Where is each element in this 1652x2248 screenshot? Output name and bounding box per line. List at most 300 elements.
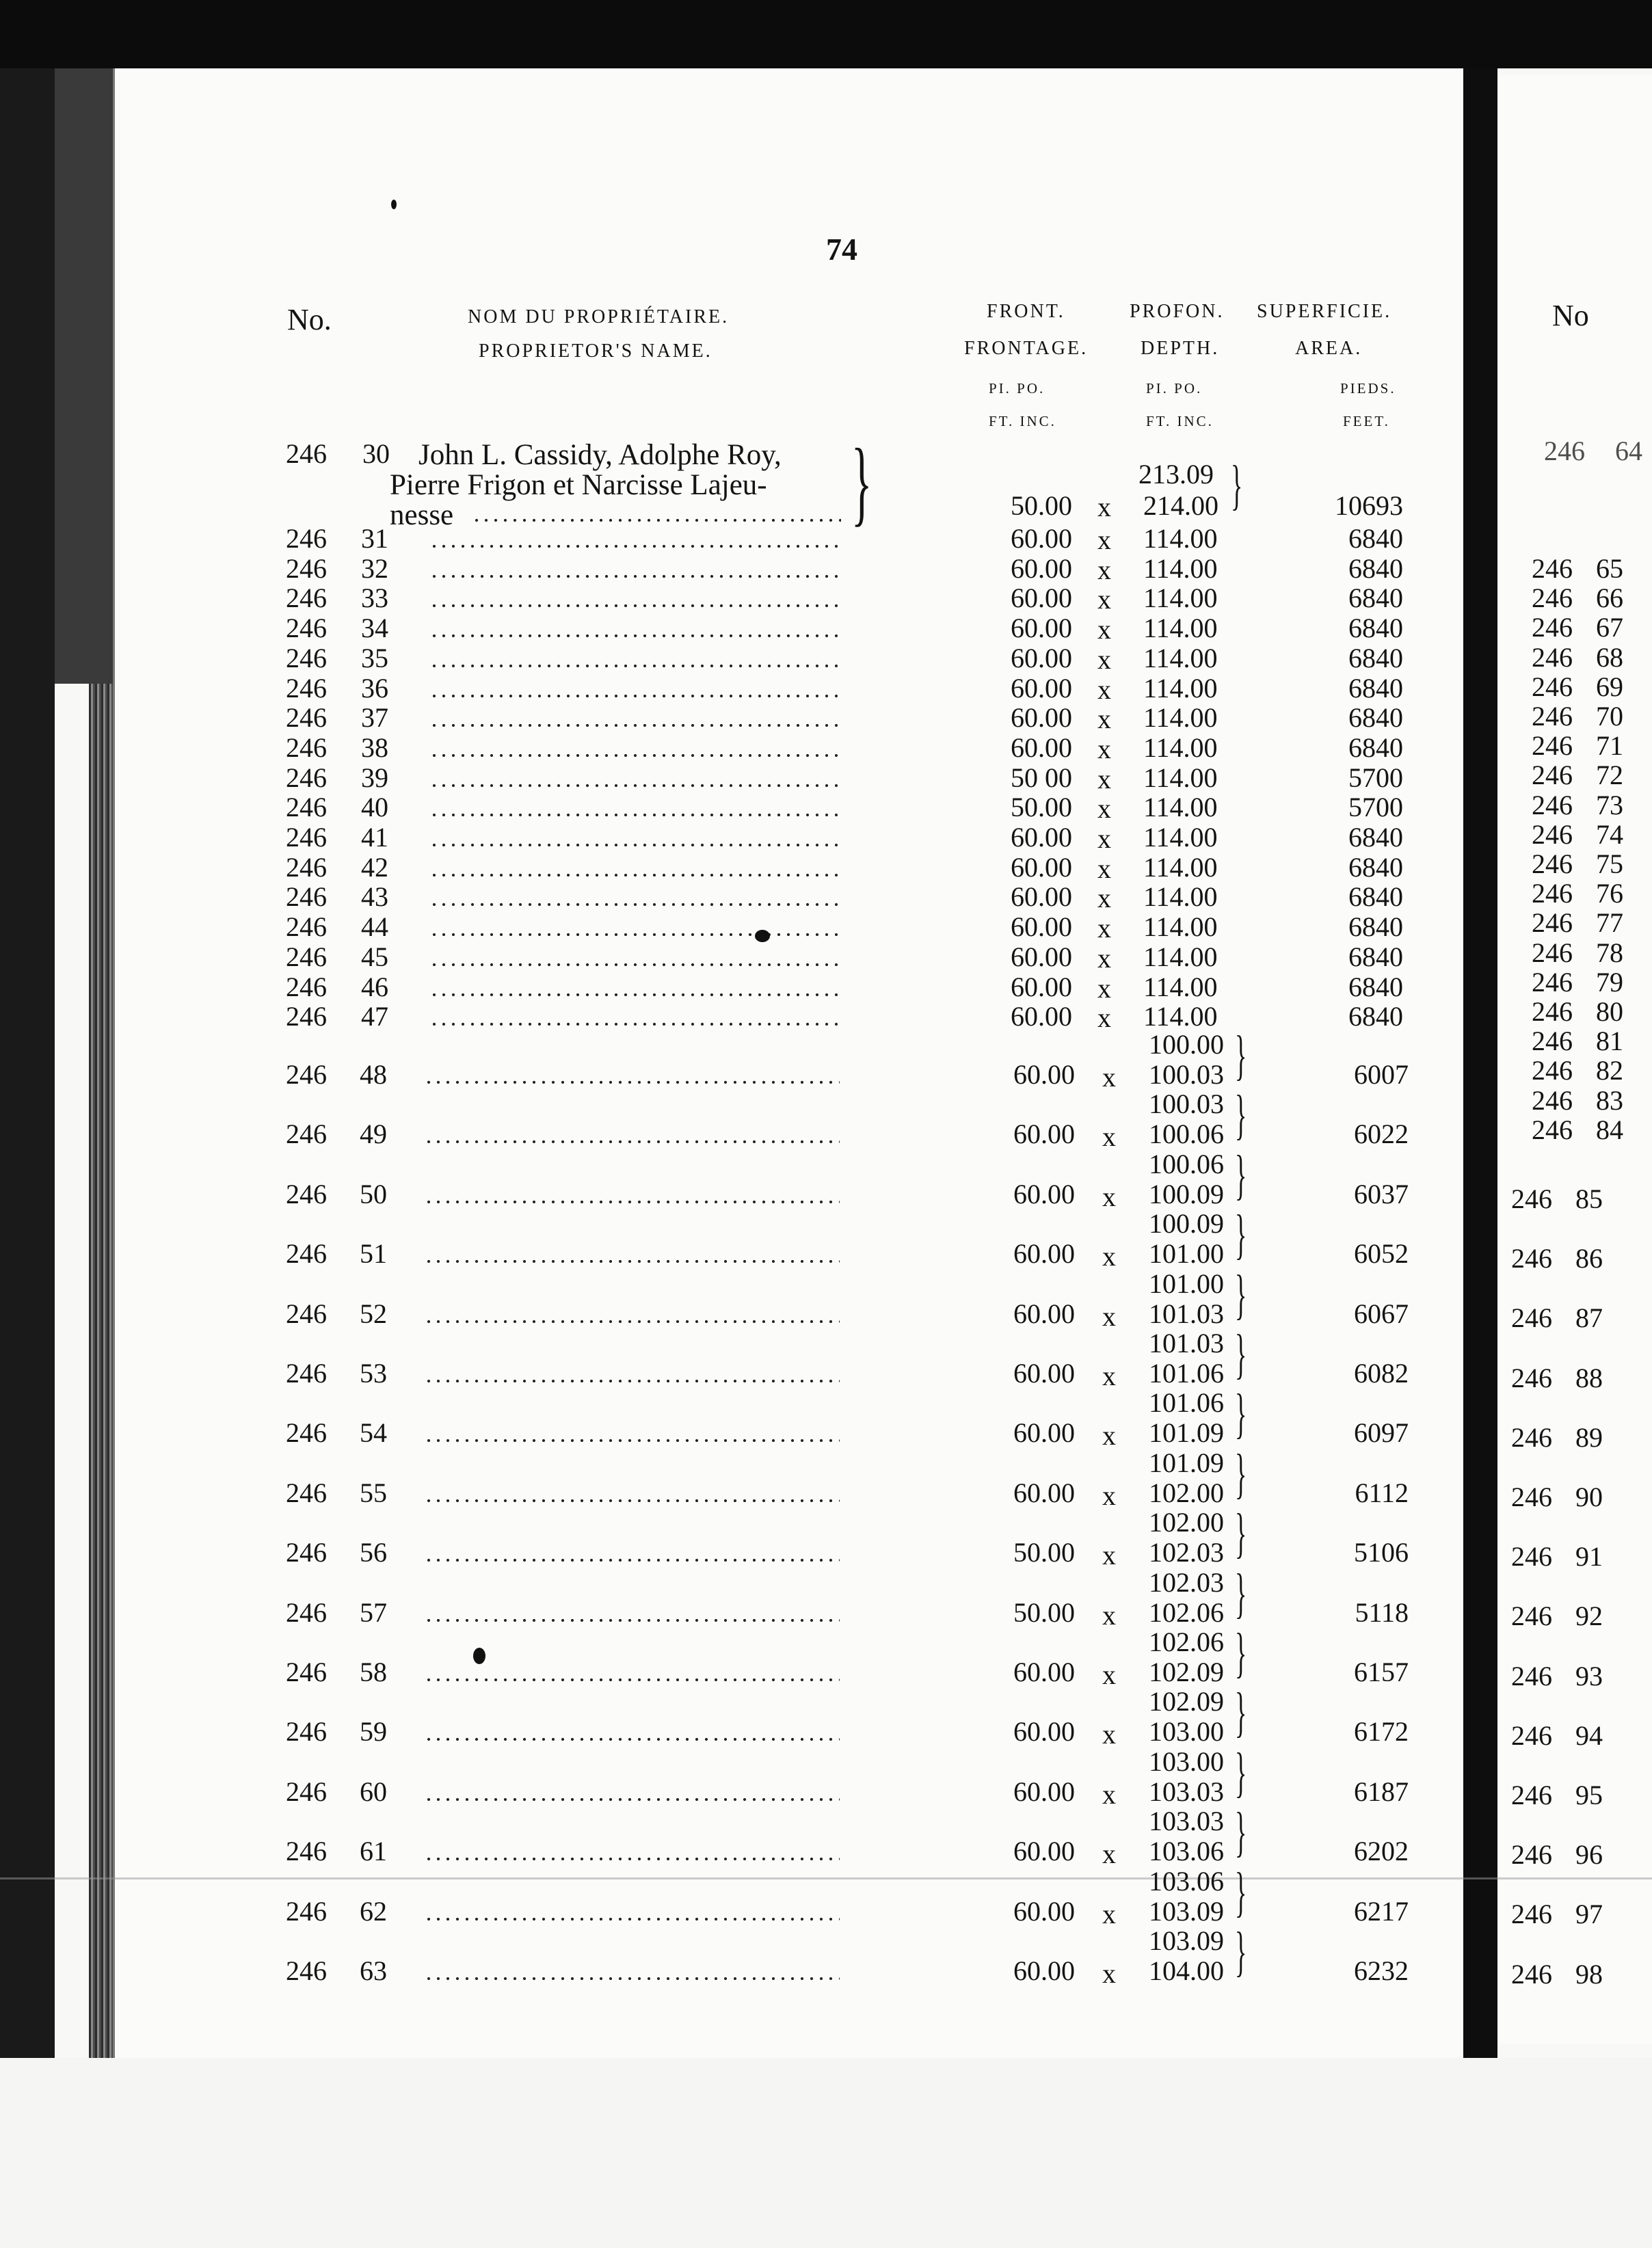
dot-leader — [424, 1618, 840, 1622]
row-depth: 104.00 — [1149, 1955, 1224, 1986]
dot-leader — [429, 723, 840, 727]
dot-leader — [429, 544, 840, 548]
row-depth-upper: 101.09 — [1149, 1447, 1224, 1478]
row-block: 246 — [286, 1417, 327, 1449]
next-row-block: 246 — [1511, 1541, 1552, 1573]
next-page-header-no: No — [1552, 299, 1589, 332]
row-lot: 45 — [361, 941, 388, 972]
row-area: 5700 — [1348, 792, 1403, 823]
next-row-lot: 81 — [1596, 1026, 1623, 1057]
row-lot: 52 — [360, 1298, 387, 1329]
next-row-lot: 67 — [1596, 612, 1623, 643]
row-lot: 38 — [361, 732, 388, 763]
row-depth: 114.00 — [1143, 911, 1218, 943]
entry-area: 10693 — [1335, 490, 1403, 521]
row-lot: 60 — [360, 1776, 387, 1807]
ink-speck — [755, 930, 770, 942]
dot-leader — [424, 1678, 840, 1682]
row-lot: 61 — [360, 1836, 387, 1867]
next-row-block: 246 — [1532, 641, 1573, 673]
next-row-lot: 82 — [1596, 1055, 1623, 1086]
depth-brace: } — [1235, 1026, 1247, 1086]
row-times: x — [1102, 1540, 1116, 1571]
row-front: 60.00 — [1011, 851, 1072, 883]
dot-leader — [429, 1022, 840, 1026]
next-row-block: 246 — [1532, 612, 1573, 643]
entry-name-line3: nesse — [390, 499, 454, 531]
row-area: 6022 — [1354, 1119, 1409, 1150]
next-row-block: 246 — [1532, 937, 1573, 968]
row-lot: 32 — [361, 552, 388, 584]
row-block: 246 — [286, 1955, 327, 1986]
row-front: 60.00 — [1011, 911, 1072, 943]
row-lot: 58 — [360, 1657, 387, 1687]
row-depth: 114.00 — [1143, 642, 1218, 673]
next-row-lot: 91 — [1575, 1541, 1603, 1573]
scan-border-top — [0, 0, 1652, 68]
row-depth: 103.06 — [1149, 1836, 1224, 1867]
book-gutter — [1463, 68, 1497, 2072]
row-front: 60.00 — [1011, 583, 1072, 614]
next-row-block: 246 — [1532, 966, 1573, 998]
row-times: x — [1097, 733, 1111, 764]
scan-artifact-line — [0, 1877, 1652, 1879]
entry-block: 246 — [286, 438, 327, 469]
row-depth: 114.00 — [1143, 672, 1218, 704]
row-block: 246 — [286, 1537, 327, 1568]
next-row-block: 246 — [1511, 1243, 1552, 1274]
row-block: 246 — [286, 762, 327, 793]
row-times: x — [1097, 942, 1111, 974]
row-front: 60.00 — [1013, 1358, 1075, 1389]
next-row-lot: 96 — [1575, 1839, 1603, 1871]
next-row-block: 246 — [1532, 701, 1573, 732]
row-area: 6037 — [1354, 1178, 1409, 1209]
depth-brace: } — [1235, 1145, 1247, 1205]
next-row-lot: 95 — [1575, 1780, 1603, 1810]
row-depth-upper: 100.00 — [1149, 1029, 1224, 1060]
row-lot: 41 — [361, 822, 388, 853]
dot-leader — [429, 664, 840, 668]
row-depth: 114.00 — [1143, 881, 1218, 913]
row-block: 246 — [286, 613, 327, 644]
next-row-lot: 78 — [1596, 937, 1623, 968]
row-front: 60.00 — [1011, 971, 1072, 1002]
row-area: 6840 — [1348, 941, 1403, 972]
next-row-block: 246 — [1532, 1084, 1573, 1116]
row-depth-upper: 103.09 — [1149, 1925, 1224, 1956]
row-front: 60.00 — [1013, 1657, 1075, 1687]
row-area: 6097 — [1354, 1417, 1409, 1449]
next-row-block: 246 — [1511, 1482, 1552, 1512]
dot-leader — [424, 1200, 840, 1204]
row-area: 6007 — [1354, 1059, 1409, 1090]
next-row-block: 246 — [1532, 671, 1573, 702]
row-lot: 34 — [361, 613, 388, 644]
page-number: 74 — [826, 232, 857, 267]
header-depth-fr: PROFON. — [1130, 301, 1225, 322]
row-block: 246 — [286, 642, 327, 673]
row-depth: 114.00 — [1143, 941, 1218, 972]
row-times: x — [1097, 614, 1111, 645]
row-times: x — [1102, 1898, 1116, 1929]
row-depth-upper: 102.09 — [1149, 1686, 1224, 1717]
dot-leader — [424, 1737, 840, 1741]
row-area: 6840 — [1348, 613, 1403, 644]
row-depth-upper: 103.03 — [1149, 1806, 1224, 1837]
row-front: 60.00 — [1011, 523, 1072, 554]
row-area: 6840 — [1348, 1001, 1403, 1032]
spine-edge — [55, 68, 114, 684]
row-depth: 103.03 — [1149, 1776, 1224, 1807]
row-area: 6840 — [1348, 822, 1403, 853]
next-row-lot: 90 — [1575, 1482, 1603, 1512]
row-block: 246 — [286, 971, 327, 1002]
row-area: 6840 — [1348, 523, 1403, 554]
next-row-lot: 98 — [1575, 1958, 1603, 1990]
row-times: x — [1102, 1300, 1116, 1332]
row-depth-upper: 100.09 — [1149, 1208, 1224, 1240]
row-area: 6217 — [1354, 1895, 1409, 1927]
next-row-lot: 92 — [1575, 1601, 1603, 1632]
next-row-block: 246 — [1532, 1055, 1573, 1086]
row-depth-upper: 100.06 — [1149, 1148, 1224, 1179]
row-lot: 40 — [361, 792, 388, 823]
ink-speck — [473, 1648, 485, 1664]
row-front: 60.00 — [1013, 1955, 1075, 1986]
scan-border-bottom — [0, 2058, 1652, 2248]
row-times: x — [1102, 1181, 1116, 1212]
next-row-block: 246 — [1532, 1026, 1573, 1057]
row-area: 6202 — [1354, 1836, 1409, 1867]
dot-leader — [429, 843, 840, 847]
row-lot: 49 — [360, 1119, 387, 1150]
header-no: No. — [287, 303, 332, 336]
row-times: x — [1097, 554, 1111, 585]
dot-leader — [424, 1259, 840, 1263]
row-lot: 62 — [360, 1895, 387, 1927]
row-front: 60.00 — [1011, 552, 1072, 584]
dot-leader — [424, 1499, 840, 1503]
unit-front-en: FT. INC. — [989, 413, 1056, 429]
header-name-fr: NOM DU PROPRIÉTAIRE. — [468, 306, 730, 327]
row-times: x — [1102, 1599, 1116, 1631]
row-times: x — [1097, 972, 1111, 1004]
next-row-block: 246 — [1511, 1839, 1552, 1871]
row-front: 50 00 — [1011, 762, 1072, 793]
next-row-block: 246 — [1511, 1302, 1552, 1334]
entry-depth-upper: 213.09 — [1138, 459, 1214, 490]
next-top-block: 246 — [1544, 436, 1585, 466]
row-front: 60.00 — [1013, 1836, 1075, 1867]
row-area: 6187 — [1354, 1776, 1409, 1807]
next-row-block: 246 — [1511, 1899, 1552, 1930]
row-front: 60.00 — [1013, 1119, 1075, 1150]
next-row-lot: 83 — [1596, 1084, 1623, 1116]
row-area: 6840 — [1348, 911, 1403, 943]
row-times: x — [1102, 1241, 1116, 1272]
row-block: 246 — [286, 941, 327, 972]
row-depth: 101.03 — [1149, 1298, 1224, 1329]
row-depth: 114.00 — [1143, 523, 1218, 554]
next-row-lot: 94 — [1575, 1720, 1603, 1751]
header-area-en: AREA. — [1295, 338, 1363, 359]
row-front: 50.00 — [1013, 1596, 1075, 1628]
row-area: 5700 — [1348, 762, 1403, 793]
row-front: 50.00 — [1013, 1537, 1075, 1568]
dot-leader — [429, 694, 840, 698]
next-top-lot: 64 — [1615, 436, 1642, 466]
row-depth: 100.06 — [1149, 1119, 1224, 1150]
dot-leader — [472, 518, 841, 522]
next-row-lot: 80 — [1596, 996, 1623, 1027]
row-depth: 100.09 — [1149, 1178, 1224, 1209]
next-row-block: 246 — [1511, 1720, 1552, 1751]
row-block: 246 — [286, 1776, 327, 1807]
row-block: 246 — [286, 523, 327, 554]
row-depth: 114.00 — [1143, 613, 1218, 644]
dot-leader — [429, 873, 840, 877]
row-area: 6840 — [1348, 552, 1403, 584]
header-front-fr: FRONT. — [987, 301, 1065, 322]
dot-leader — [429, 634, 840, 638]
dot-leader — [424, 1320, 840, 1324]
next-row-block: 246 — [1532, 583, 1573, 614]
next-row-lot: 89 — [1575, 1421, 1603, 1453]
header-front-en: FRONTAGE. — [964, 338, 1089, 359]
row-area: 6172 — [1354, 1716, 1409, 1748]
row-depth: 114.00 — [1143, 851, 1218, 883]
row-depth-upper: 102.00 — [1149, 1507, 1224, 1538]
row-lot: 56 — [360, 1537, 387, 1568]
next-row-block: 246 — [1511, 1183, 1552, 1214]
ink-speck — [391, 200, 397, 209]
dot-leader — [429, 813, 840, 817]
depth-brace: } — [1235, 1922, 1247, 1982]
next-row-block: 246 — [1532, 789, 1573, 820]
row-area: 5118 — [1355, 1596, 1409, 1628]
row-front: 60.00 — [1013, 1298, 1075, 1329]
row-area: 6840 — [1348, 881, 1403, 913]
dot-leader — [424, 1140, 840, 1144]
next-row-block: 246 — [1532, 730, 1573, 762]
row-depth-upper: 101.03 — [1149, 1328, 1224, 1359]
row-block: 246 — [286, 552, 327, 584]
unit-area-en: FEET. — [1343, 413, 1390, 429]
row-block: 246 — [286, 1657, 327, 1687]
next-row-lot: 88 — [1575, 1362, 1603, 1393]
row-times: x — [1102, 1958, 1116, 1989]
row-depth-upper: 101.06 — [1149, 1387, 1224, 1419]
next-row-lot: 65 — [1596, 553, 1623, 584]
unit-front-fr: PI. PO. — [989, 380, 1045, 397]
row-times: x — [1097, 704, 1111, 735]
row-block: 246 — [286, 1836, 327, 1867]
row-block: 246 — [286, 851, 327, 883]
depth-brace: } — [1235, 1324, 1247, 1384]
row-block: 246 — [286, 1596, 327, 1628]
depth-brace: } — [1235, 1742, 1247, 1803]
row-depth: 101.00 — [1149, 1238, 1224, 1270]
next-row-block: 246 — [1532, 1114, 1573, 1145]
row-front: 60.00 — [1013, 1178, 1075, 1209]
row-times: x — [1097, 913, 1111, 944]
next-row-lot: 86 — [1575, 1243, 1603, 1274]
next-row-lot: 97 — [1575, 1899, 1603, 1930]
row-depth: 102.00 — [1149, 1477, 1224, 1508]
row-block: 246 — [286, 1358, 327, 1389]
depth-brace: } — [1235, 1085, 1247, 1146]
row-block: 246 — [286, 1298, 327, 1329]
row-block: 246 — [286, 1477, 327, 1508]
row-area: 6840 — [1348, 672, 1403, 704]
row-lot: 37 — [361, 702, 388, 734]
depth-brace: } — [1235, 1384, 1247, 1445]
row-times: x — [1102, 1838, 1116, 1870]
next-row-block: 246 — [1532, 553, 1573, 584]
entry-times: x — [1097, 492, 1111, 522]
row-front: 60.00 — [1013, 1776, 1075, 1807]
row-depth: 114.00 — [1143, 971, 1218, 1002]
row-depth: 103.00 — [1149, 1716, 1224, 1748]
dot-leader — [424, 1857, 840, 1861]
depth-brace: } — [1235, 1264, 1247, 1325]
next-row-lot: 68 — [1596, 641, 1623, 673]
next-row-lot: 79 — [1596, 966, 1623, 998]
row-area: 6840 — [1348, 732, 1403, 763]
row-lot: 35 — [361, 642, 388, 673]
row-area: 6052 — [1354, 1238, 1409, 1270]
entry-front: 50.00 — [1011, 490, 1072, 521]
next-row-lot: 74 — [1596, 818, 1623, 850]
row-lot: 59 — [360, 1716, 387, 1748]
next-row-lot: 87 — [1575, 1302, 1603, 1334]
row-depth-upper: 103.06 — [1149, 1865, 1224, 1897]
row-lot: 48 — [360, 1059, 387, 1090]
row-depth-upper: 102.06 — [1149, 1627, 1224, 1657]
row-depth: 102.06 — [1149, 1596, 1224, 1628]
row-block: 246 — [286, 1895, 327, 1927]
dot-leader — [429, 574, 840, 578]
entry-name-line2: Pierre Frigon et Narcisse Lajeu- — [390, 469, 767, 501]
next-row-block: 246 — [1511, 1660, 1552, 1691]
row-area: 6840 — [1348, 851, 1403, 883]
dot-leader — [429, 993, 840, 997]
next-row-block: 246 — [1532, 818, 1573, 850]
row-depth-upper: 102.03 — [1149, 1566, 1224, 1598]
row-times: x — [1102, 1420, 1116, 1451]
row-area: 6067 — [1354, 1298, 1409, 1329]
depth-brace: } — [1235, 1862, 1247, 1923]
row-area: 6840 — [1348, 583, 1403, 614]
row-front: 50.00 — [1011, 792, 1072, 823]
row-block: 246 — [286, 822, 327, 853]
depth-brace: } — [1235, 1205, 1247, 1266]
row-front: 60.00 — [1011, 613, 1072, 644]
entry-depth: 214.00 — [1143, 490, 1218, 521]
next-row-block: 246 — [1532, 848, 1573, 879]
next-row-block: 246 — [1511, 1362, 1552, 1393]
next-row-lot: 84 — [1596, 1114, 1623, 1145]
header-depth-en: DEPTH. — [1141, 338, 1220, 359]
header-area-fr: SUPERFICIE. — [1257, 301, 1392, 322]
next-row-block: 246 — [1532, 760, 1573, 791]
row-block: 246 — [286, 1059, 327, 1090]
name-brace: } — [851, 429, 872, 535]
next-row-block: 246 — [1511, 1958, 1552, 1990]
row-front: 60.00 — [1013, 1417, 1075, 1449]
row-depth-upper: 103.00 — [1149, 1745, 1224, 1777]
dot-leader — [424, 1080, 840, 1084]
row-times: x — [1097, 643, 1111, 675]
row-lot: 31 — [361, 523, 388, 554]
row-times: x — [1097, 883, 1111, 914]
row-times: x — [1097, 853, 1111, 884]
row-times: x — [1097, 1002, 1111, 1034]
next-row-lot: 66 — [1596, 583, 1623, 614]
row-times: x — [1102, 1659, 1116, 1690]
row-times: x — [1102, 1778, 1116, 1810]
row-front: 60.00 — [1011, 941, 1072, 972]
row-lot: 43 — [361, 881, 388, 913]
row-front: 60.00 — [1013, 1059, 1075, 1090]
row-area: 6082 — [1354, 1358, 1409, 1389]
row-block: 246 — [286, 792, 327, 823]
next-row-lot: 70 — [1596, 701, 1623, 732]
dot-leader — [429, 604, 840, 608]
entry-lot: 30 — [362, 438, 390, 469]
row-times: x — [1097, 673, 1111, 705]
next-row-lot: 77 — [1596, 907, 1623, 939]
row-block: 246 — [286, 1238, 327, 1270]
row-depth: 114.00 — [1143, 822, 1218, 853]
row-times: x — [1102, 1062, 1116, 1093]
row-times: x — [1102, 1121, 1116, 1153]
depth-brace: } — [1235, 1443, 1247, 1504]
dot-leader — [424, 1439, 840, 1443]
row-depth: 103.09 — [1149, 1895, 1224, 1927]
next-row-block: 246 — [1511, 1780, 1552, 1810]
row-lot: 42 — [361, 851, 388, 883]
row-front: 60.00 — [1013, 1238, 1075, 1270]
row-area: 6840 — [1348, 702, 1403, 734]
dot-leader — [424, 1797, 840, 1802]
next-row-lot: 75 — [1596, 848, 1623, 879]
row-area: 6157 — [1354, 1657, 1409, 1687]
row-lot: 57 — [360, 1596, 387, 1628]
row-depth: 101.06 — [1149, 1358, 1224, 1389]
next-row-lot: 73 — [1596, 789, 1623, 820]
next-row-lot: 85 — [1575, 1183, 1603, 1214]
row-area: 6840 — [1348, 971, 1403, 1002]
row-times: x — [1102, 1719, 1116, 1750]
row-times: x — [1097, 584, 1111, 615]
row-depth: 100.03 — [1149, 1059, 1224, 1090]
row-times: x — [1097, 524, 1111, 555]
next-row-block: 246 — [1511, 1601, 1552, 1632]
row-front: 60.00 — [1011, 672, 1072, 704]
row-depth: 114.00 — [1143, 732, 1218, 763]
row-front: 60.00 — [1011, 732, 1072, 763]
row-times: x — [1097, 793, 1111, 825]
next-row-block: 246 — [1532, 907, 1573, 939]
row-times: x — [1102, 1480, 1116, 1511]
unit-depth-en: FT. INC. — [1146, 413, 1214, 429]
row-front: 60.00 — [1011, 881, 1072, 913]
row-front: 60.00 — [1013, 1477, 1075, 1508]
row-front: 60.00 — [1013, 1716, 1075, 1748]
row-block: 246 — [286, 672, 327, 704]
